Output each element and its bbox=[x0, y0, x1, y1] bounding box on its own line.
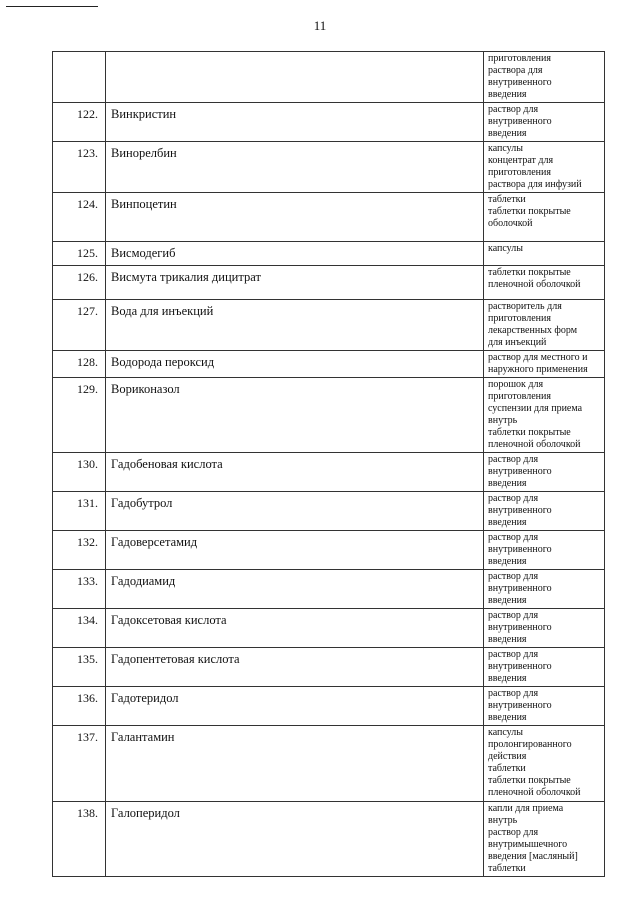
dosage-form-line: раствор для bbox=[488, 104, 539, 115]
drug-name: Галантамин bbox=[106, 726, 484, 802]
dosage-form-line: пленочной оболочкой bbox=[488, 787, 581, 798]
dosage-form-line: внутривенного bbox=[488, 700, 552, 711]
dosage-form-line: введения bbox=[488, 478, 527, 489]
drug-name: Гадобутрол bbox=[106, 492, 484, 531]
drug-name: Гадодиамид bbox=[106, 570, 484, 609]
row-number: 131. bbox=[53, 492, 106, 531]
table-row bbox=[53, 492, 605, 531]
drug-name: Галоперидол bbox=[106, 802, 484, 877]
table-row bbox=[53, 648, 605, 687]
drug-name: Гадобеновая кислота bbox=[106, 453, 484, 492]
drug-name: Водорода пероксид bbox=[106, 351, 484, 378]
table-row bbox=[53, 351, 605, 378]
dosage-forms bbox=[484, 648, 605, 687]
table-row bbox=[53, 453, 605, 492]
dosage-forms bbox=[484, 570, 605, 609]
dosage-form-line: внутривенного bbox=[488, 544, 552, 555]
row-number: 129. bbox=[53, 378, 106, 453]
top-rule bbox=[6, 6, 98, 7]
drug-name: Гадоксетовая кислота bbox=[106, 609, 484, 648]
dosage-form-line: введения bbox=[488, 673, 527, 684]
dosage-form-line: лекарственных форм bbox=[488, 325, 578, 336]
dosage-form-line: раствор для bbox=[488, 688, 539, 699]
dosage-form-line: таблетки bbox=[488, 863, 526, 874]
drug-name: Винпоцетин bbox=[106, 193, 484, 242]
drug-name: Винкристин bbox=[106, 103, 484, 142]
dosage-form-line: таблетки покрытые bbox=[488, 267, 571, 278]
dosage-forms bbox=[484, 453, 605, 492]
drug-name: Гадотеридол bbox=[106, 687, 484, 726]
table-row bbox=[53, 193, 605, 242]
dosage-form-line: раствор для bbox=[488, 827, 539, 838]
table-row bbox=[53, 300, 605, 351]
page-number: 11 bbox=[313, 18, 327, 33]
dosage-forms bbox=[484, 266, 605, 300]
dosage-form-line: таблетки bbox=[488, 194, 526, 205]
table-row bbox=[53, 242, 605, 266]
dosage-form-line: таблетки покрытые bbox=[488, 206, 571, 217]
row-number: 136. bbox=[53, 687, 106, 726]
row-number: 134. bbox=[53, 609, 106, 648]
dosage-form-line: пленочной оболочкой bbox=[488, 279, 581, 290]
table-row bbox=[53, 103, 605, 142]
row-number: 125. bbox=[53, 242, 106, 266]
row-number: 122. bbox=[53, 103, 106, 142]
dosage-form-line: для инъекций bbox=[488, 337, 547, 348]
dosage-forms bbox=[484, 531, 605, 570]
dosage-form-line: раствор для bbox=[488, 454, 539, 465]
dosage-form-line: раствор для местного и bbox=[488, 352, 588, 363]
dosage-form-line: приготовления bbox=[488, 313, 551, 324]
row-number: 130. bbox=[53, 453, 106, 492]
dosage-form-line: внутрь bbox=[488, 815, 518, 826]
dosage-form-line: оболочкой bbox=[488, 218, 533, 229]
table-row bbox=[53, 531, 605, 570]
dosage-form-line: приготовления bbox=[488, 167, 551, 178]
dosage-forms bbox=[484, 687, 605, 726]
dosage-forms bbox=[484, 193, 605, 242]
dosage-form-line: растворитель для bbox=[488, 301, 562, 312]
dosage-forms bbox=[484, 802, 605, 877]
dosage-form-line: раствора для bbox=[488, 65, 543, 76]
dosage-forms bbox=[484, 609, 605, 648]
dosage-form-line: раствор для bbox=[488, 649, 539, 660]
dosage-form-line: раствора для инфузий bbox=[488, 179, 582, 190]
dosage-forms bbox=[484, 351, 605, 378]
drug-name: Висмодегиб bbox=[106, 242, 484, 266]
dosage-form-line: таблетки bbox=[488, 763, 526, 774]
table-row bbox=[53, 266, 605, 300]
row-number: 126. bbox=[53, 266, 106, 300]
dosage-form-line: раствор для bbox=[488, 493, 539, 504]
dosage-form-line: приготовления bbox=[488, 391, 551, 402]
table-row bbox=[53, 570, 605, 609]
dosage-form-line: внутрь bbox=[488, 415, 518, 426]
drug-name bbox=[106, 52, 484, 103]
drug-name: Гадопентетовая кислота bbox=[106, 648, 484, 687]
dosage-forms bbox=[484, 378, 605, 453]
dosage-forms bbox=[484, 242, 605, 266]
drug-name: Гадоверсетамид bbox=[106, 531, 484, 570]
row-number bbox=[53, 52, 106, 103]
dosage-form-line: внутривенного bbox=[488, 116, 552, 127]
dosage-form-line: внутривенного bbox=[488, 77, 552, 88]
dosage-form-line: суспензии для приема bbox=[488, 403, 583, 414]
dosage-form-line: раствор для bbox=[488, 532, 539, 543]
table-row bbox=[53, 142, 605, 193]
dosage-form-line: раствор для bbox=[488, 571, 539, 582]
dosage-form-line: внутривенного bbox=[488, 622, 552, 633]
row-number: 135. bbox=[53, 648, 106, 687]
dosage-forms bbox=[484, 142, 605, 193]
dosage-form-line: таблетки покрытые bbox=[488, 427, 571, 438]
dosage-form-line: введения bbox=[488, 634, 527, 645]
table-row bbox=[53, 609, 605, 648]
drug-name: Вода для инъекций bbox=[106, 300, 484, 351]
row-number: 124. bbox=[53, 193, 106, 242]
row-number: 123. bbox=[53, 142, 106, 193]
dosage-form-line: капсулы bbox=[488, 143, 523, 154]
dosage-forms bbox=[484, 300, 605, 351]
dosage-form-line: введения bbox=[488, 89, 527, 100]
dosage-form-line: внутримышечного bbox=[488, 839, 568, 850]
dosage-forms bbox=[484, 726, 605, 802]
dosage-form-line: приготовления bbox=[488, 53, 551, 64]
row-number: 128. bbox=[53, 351, 106, 378]
dosage-form-line: введения [масляный] bbox=[488, 851, 578, 862]
dosage-form-line: порошок для bbox=[488, 379, 544, 390]
dosage-form-line: наружного применения bbox=[488, 364, 588, 375]
dosage-form-line: действия bbox=[488, 751, 527, 762]
dosage-forms bbox=[484, 103, 605, 142]
dosage-forms bbox=[484, 492, 605, 531]
drug-table bbox=[52, 51, 605, 877]
dosage-form-line: концентрат для bbox=[488, 155, 554, 166]
table-row bbox=[53, 52, 605, 103]
drug-table-body bbox=[53, 52, 605, 877]
dosage-form-line: внутривенного bbox=[488, 505, 552, 516]
table-row bbox=[53, 726, 605, 802]
dosage-forms bbox=[484, 52, 605, 103]
dosage-form-line: таблетки покрытые bbox=[488, 775, 571, 786]
dosage-form-line: внутривенного bbox=[488, 661, 552, 672]
table-row bbox=[53, 378, 605, 453]
dosage-form-line: введения bbox=[488, 595, 527, 606]
drug-name: Вориконазол bbox=[106, 378, 484, 453]
drug-name: Винорелбин bbox=[106, 142, 484, 193]
dosage-form-line: введения bbox=[488, 128, 527, 139]
row-number: 132. bbox=[53, 531, 106, 570]
dosage-form-line: внутривенного bbox=[488, 466, 552, 477]
drug-name: Висмута трикалия дицитрат bbox=[106, 266, 484, 300]
dosage-form-line: капсулы bbox=[488, 727, 523, 738]
table-row bbox=[53, 687, 605, 726]
dosage-form-line: капсулы bbox=[488, 243, 523, 254]
row-number: 138. bbox=[53, 802, 106, 877]
dosage-form-line: раствор для bbox=[488, 610, 539, 621]
row-number: 137. bbox=[53, 726, 106, 802]
row-number: 133. bbox=[53, 570, 106, 609]
dosage-form-line: пролонгированного bbox=[488, 739, 572, 750]
row-number: 127. bbox=[53, 300, 106, 351]
dosage-form-line: внутривенного bbox=[488, 583, 552, 594]
dosage-form-line: введения bbox=[488, 517, 527, 528]
dosage-form-line: введения bbox=[488, 712, 527, 723]
dosage-form-line: введения bbox=[488, 556, 527, 567]
table-row bbox=[53, 802, 605, 877]
dosage-form-line: капли для приема bbox=[488, 803, 564, 814]
dosage-form-line: пленочной оболочкой bbox=[488, 439, 581, 450]
